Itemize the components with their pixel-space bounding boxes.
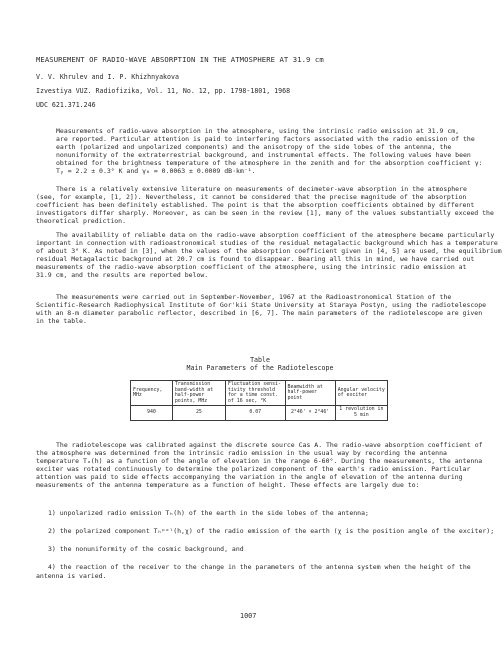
paragraph-setup <box>36 293 487 326</box>
abstract-line: obtained for the brightness temperature of the atmosphere in the zenith and for the absorption coefficient γ: <box>56 158 483 167</box>
body-line: exciter was rotated continuously to determine the polarized component of the earth's radio emission. Particular <box>36 464 471 473</box>
table-header-cell: Angular velocity of exciter <box>335 381 387 406</box>
list-item: 1) unpolarized radio emission Tₕ(h) of the earth in the side lobes of the antenna; <box>48 509 369 517</box>
body-line: Scientific-Research Radiophysical Institute of Gor'kii State University at Staraya Postyn, using the radiotelescope <box>36 300 487 309</box>
table-header-cell: Beamwidth at half-power point <box>285 381 335 406</box>
paper-title: MEASUREMENT OF RADIO-WAVE ABSORPTION IN THE ATMOSPHERE AT 31.9 cm <box>36 55 324 64</box>
body-line: theoretical prediction. <box>36 216 127 225</box>
body-line: residual Metagalactic background at 20.7 cm is found to disappear. Bearing all this in mind, we have carried out <box>36 254 475 263</box>
table-header-cell: Frequency, MHz <box>131 381 173 406</box>
table-row <box>131 406 388 420</box>
table-cell: 2°46' × 2°46' <box>285 406 335 420</box>
body-line: in the table. <box>36 316 87 325</box>
table-caption: Main Parameters of the Radiotelescope <box>186 364 334 372</box>
body-line: There is a relatively extensive literature on measurements of decimeter-wave absorption in the atmosphere <box>56 185 467 193</box>
abstract-line: Tᵧ = 2.2 ± 0.3° K and γ₀ = 0.0063 ± 0.0009 dB·km⁻¹. <box>56 166 256 175</box>
table-cell: 940 <box>131 406 173 420</box>
paragraph-method <box>36 441 483 489</box>
abstract-line: Measurements of radio-wave absorption in the atmosphere, using the intrinsic radio emission at 31.9 cm, <box>56 127 460 135</box>
body-line: The measurements were carried out in September-November, 1967 at the Radioastronomical Station of the <box>56 293 452 301</box>
body-line: 31.9 cm, and the results are reported below. <box>36 270 209 279</box>
authors: V. V. Khrulev and I. P. Khizhnyakova <box>36 73 179 81</box>
body-line: of about 3° K. As noted in [3], when the values of the absorption coefficient given in [4, 5] are used, the equilibrium <box>36 246 502 255</box>
body-line: coefficient has been definitely established. The point is that the absorption coefficients obtained by different <box>36 200 475 209</box>
abstract <box>56 128 496 175</box>
list-item: 3) the nonuniformity of the cosmic background, and <box>48 545 244 553</box>
table-header-row <box>131 381 388 406</box>
body-line: measurements of the radio-wave absorption coefficient of the atmosphere, using the intrinsic radio emission at <box>36 262 467 271</box>
abstract-line: nonuniformity of the extraterrestrial background, and instrumental effects. The following values have been <box>56 150 471 159</box>
table-cell: 25 <box>172 406 225 420</box>
body-line: The radiotelescope was calibrated against the discrete source Cas A. The radio-wave absorption coefficient of <box>56 441 483 449</box>
body-line: (see, for example, [1, 2]). Nevertheless, it cannot be considered that the precise magnitude of the absorption <box>36 192 467 201</box>
udc-code: UDC 621.371.246 <box>36 101 96 109</box>
list-item: 4) the reaction of the receiver to the change in the parameters of the antenna system when the height of the <box>48 563 471 571</box>
body-line: with an 8-m diameter parabolic reflector, described in [6, 7]. The main parameters of the radiotelescope are given <box>36 308 483 317</box>
paragraph-motivation <box>36 231 502 279</box>
body-line: important in connection with radioastronomical studies of the residual metagalactic background which has a temperature <box>36 238 498 247</box>
body-line: attention was paid to side effects accompanying the variation in the angle of elevation of the antenna during <box>36 472 463 481</box>
source-citation: Izvestiya VUZ. Radiofizika, Vol. 11, No. 12, pp. 1798-1801, 1968 <box>36 87 291 95</box>
table-header-cell: Fluctuation sensi-tivity threshold for a time const. of 16 sec, °K <box>225 381 285 406</box>
body-line: The availability of reliable data on the radio-wave absorption coefficient of the atmosphere became particularly <box>56 231 495 239</box>
parameters-table <box>130 380 388 421</box>
abstract-line: are reported. Particular attention is paid to interfering factors associated with the radio emission of the <box>56 134 475 143</box>
abstract-line: earth (polarized and unpolarized components) and the anisotropy of the side lobes of the antenna, the <box>56 142 452 151</box>
list-item: 2) the polarized component Tₕᵖᵒˡ(h,χ) of the radio emission of the earth (χ is the position angle of the exciter); <box>48 527 495 535</box>
body-line: measurements of the antenna temperature as a function of height. These effects are largely due to: <box>36 480 420 489</box>
table-label: Table <box>250 356 270 364</box>
table-cell: 1 revolution in 5 min <box>335 406 387 420</box>
paragraph-intro <box>36 185 494 226</box>
body-line: temperature Tₐ(h) as a function of the angle of elevation in the range 6-60°. During the measurements, the antenna <box>36 456 483 465</box>
table-header-cell: Transmission band-width at half-power points, MHz <box>172 381 225 406</box>
list-item-continuation: antenna is varied. <box>36 572 107 580</box>
page-number: 1007 <box>240 611 257 620</box>
table-cell: 0.07 <box>225 406 285 420</box>
body-line: investigators differ sharply. Moreover, as can be seen in the review [1], many of the values substantially exceed the <box>36 208 494 217</box>
body-line: the atmosphere was determined from the intrinsic radio emission in the usual way by recording the antenna <box>36 448 447 457</box>
